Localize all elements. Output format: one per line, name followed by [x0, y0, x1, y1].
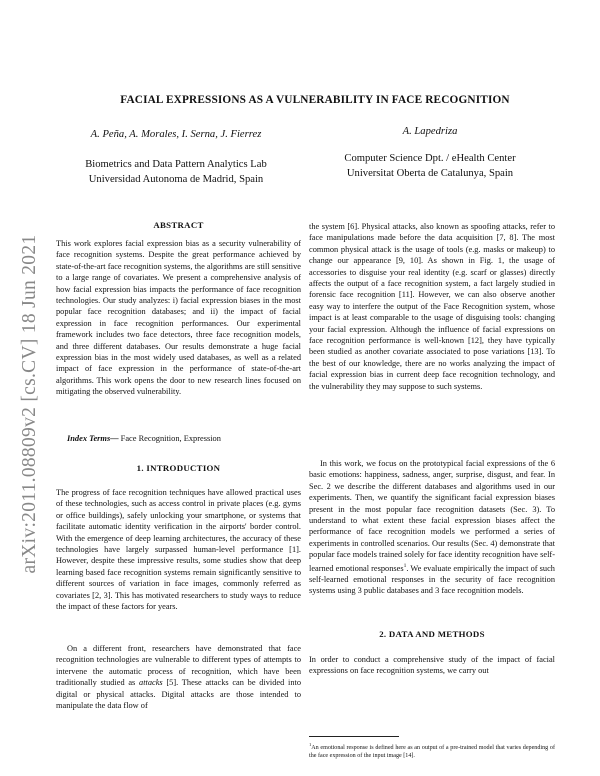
intro-paragraph-1: The progress of face recognition techniques have allowed practical uses of these technologies, such as access control in private places (e.g. gyms or office buildings), safely unlocking your smartphone, or systems that facilitate automatic identity verification in the airports' border control. With the emergence of deep learning architectures, the accuracy of these technologies have largely surpassed human-level performance [1]. However, despite these impressive results, some studies show that deep learning based face recognition systems remain significantly sensitive to different sources of variation in face images, commonly referred as covariates [2, 3]. This has motivated researchers to study ways to reduce the impact of these factors for years. [56, 488, 301, 612]
authors-right: A. Lapedriza [402, 126, 458, 137]
affiliation-right-line1: Computer Science Dpt. / eHealth Center [344, 153, 516, 164]
arxiv-stamp: arXiv:2011.08809v2 [cs.CV] 18 Jun 2021 [19, 234, 40, 574]
section-2-heading: 2. DATA AND METHODS [379, 629, 485, 639]
footnote [309, 741, 555, 761]
right-paragraph-1: the system [6]. Physical attacks, also known as spoofing attacks, refer to face manipulations made before the data acquisition [7, 8]. The most common physical attack is the usage of tools (e.g. masks or makeup) to change our appearance [9, 10]. As shown in Fig. 1, the usage of accessories to disguise your real identity (e.g. scarf or glasses) directly affects the output of a face recognition system, a fact largely studied in forensic face recognition [11]. However, we can also observe another easy way to interfere the output of the Face Recognition system, whose impact is at least comparable to the usage of disguising tools: changing your facial expression. Although the influence of facial expressions on face recognition performance is well-known [12], they have typically been studied as another covariate associated to pose variations [13]. To the best of our knowledge, there are no works analyzing the impact of facial expression bias in current deep face recognition technology, and the vulnerability they may suppose to such systems. [309, 222, 555, 391]
footnote-mark: 1 [309, 742, 312, 747]
intro-heading: 1. INTRODUCTION [136, 463, 221, 473]
affiliation-left-line2: Universidad Autonoma de Madrid, Spain [88, 174, 264, 185]
intro-p2-before: On a different front, researchers have demonstrated that face recognition technologies are vulnerable to different types of attempts to intervene the automatic process of recognition, which have been traditionally studied as [56, 644, 301, 688]
paper-title: FACIAL EXPRESSIONS AS A VULNERABILITY IN FACE RECOGNITION [120, 94, 510, 106]
right-p2-after: . We evaluate empirically the impact of such self-learned emotional responses in the security of face recognition systems using 3 public databases and 3 face recognition models. [309, 563, 555, 596]
right-paragraph-2 [309, 458, 555, 597]
authors-left: A. Peña, A. Morales, I. Serna, J. Fierrez [90, 129, 262, 140]
intro-p2-after: [5]. These attacks can be divided into digital or physical attacks. Digital attacks are those intended to manipulate the data flow of [56, 678, 301, 711]
affiliation-right [305, 151, 555, 181]
abstract-text: This work explores facial expression bias as a security vulnerability of face recognition systems. Despite the great performance achieved by state-of-the-art face recognition systems, the algorithms are still sensitive to a large range of covariates. We present a comprehensive analysis of how facial expression bias impacts the performance of face recognition technologies. Our study analyzes: i) facial expression biases in the most popular face recognition databases; and ii) the impact of facial expression in face recognition performances. Our experimental framework includes two face detectors, three face recognition models, and three different databases. Our results demonstrate a huge facial expression bias in the most widely used databases, as well as a related impact of face expression in the performance of state-of-the-art algorithms. This work opens the door to new research lines focused on mitigating the observed vulnerability. [56, 239, 301, 397]
intro-paragraph-2 [56, 643, 301, 711]
abstract-heading: ABSTRACT [153, 220, 204, 230]
affiliation-right-line2: Universitat Oberta de Catalunya, Spain [346, 168, 514, 179]
footnote-ref: 1 [403, 562, 407, 569]
section-2-paragraph: In order to conduct a comprehensive study of the impact of facial expressions on face recognition systems, we carry out [309, 655, 555, 676]
index-terms-label: Index Terms— [67, 434, 119, 443]
footnote-text: An emotional response is defined here as an output of a pre-trained model that varies depending of the face expression of the input image [14]. [309, 745, 555, 760]
intro-p2-emphasis: attacks [139, 678, 163, 688]
affiliation-left-line1: Biometrics and Data Pattern Analytics Lab [85, 159, 267, 170]
right-p2-before: In this work, we focus on the prototypical facial expressions of the 6 basic emotions: happiness, sadness, anger, surprise, disgust, and fear. In Sec. 2 we describe the different databases and algorithms used in our experiments. Then, we quantify the significant facial expression biases present in the most popular face recognition datasets (Sec. 3). To understand to what extent these facial expression biases affect the performance of face recognition models we performed a series of experiments in controlled scenarios. Our results (Sec. 4) demonstrate that popular face models trained solely for face identity recognition have self-learned emotional responses [309, 459, 555, 573]
affiliation-left [52, 157, 300, 187]
footnote-rule [309, 736, 399, 737]
index-terms [56, 433, 301, 444]
index-terms-text: Face Recognition, Expression [118, 434, 221, 443]
